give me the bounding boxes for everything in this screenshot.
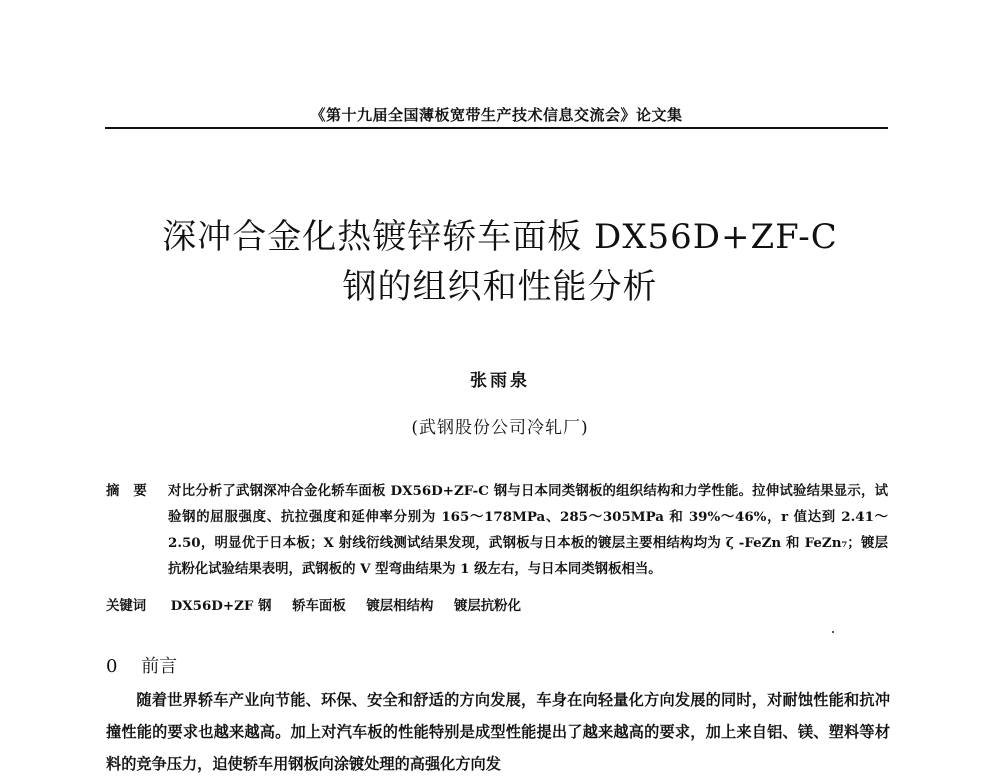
keywords [106, 595, 888, 614]
abstract-label: 摘要 [106, 483, 161, 499]
body-paragraph: 随着世界轿车产业向节能、环保、安全和舒适的方向发展，车身在向轻量化方向发展的同时，对耐蚀性能和抗冲撞性能的要求也越来越高。加上对汽车板的性能特别是成型性能提出了越来越高的要求，加上来自铝、镁、塑料等材料的竞争压力，迫使轿车用钢板向涂镀处理的高强化方向发 [106, 691, 890, 773]
section-number: 0 [106, 656, 118, 677]
abstract-text: 对比分析了武钢深冲合金化轿车面板 DX56D+ZF-C 钢与日本同类钢板的组织结构和力学性能。拉伸试验结果显示，试验钢的屈服强度、抗拉强度和延伸率分别为 165～178MPa、285～305MPa 和 39%～46%，r 值达到 2.41～2.50，明显优于日本板；X 射线衍线测试结果发现，武钢板与日本板的镀层主要相结构均为 ζ -FeZn 和 FeZn₇；镀层抗粉化试验结果表明，武钢板的 V 型弯曲结果为 1 级左右，与日本同类钢板相当。 [168, 483, 888, 577]
abstract [106, 478, 888, 582]
title-line-1: 深冲合金化热镀锌轿车面板 DX56D+ZF-C [162, 217, 838, 257]
header-rule [105, 127, 888, 129]
section-title: 前言 [141, 656, 178, 677]
body-text [106, 684, 890, 780]
section-heading [106, 652, 177, 678]
author-name: 张雨泉 [470, 371, 530, 391]
title-line-2: 钢的组织和性能分析 [342, 267, 658, 307]
keywords-label: 关键词 [106, 598, 147, 614]
keyword-item: DX56D+ZF 钢 [170, 598, 272, 614]
keyword-item: 轿车面板 [292, 598, 346, 614]
journal-header: 《第十九届全国薄板宽带生产技术信息交流会》论文集 [310, 106, 683, 124]
keyword-item: 镀层抗粉化 [454, 598, 521, 614]
keyword-item: 镀层相结构 [366, 598, 434, 614]
scan-speck [832, 631, 834, 633]
paper-title [0, 212, 1000, 312]
author-affiliation: (武钢股份公司冷轧厂) [411, 418, 589, 438]
